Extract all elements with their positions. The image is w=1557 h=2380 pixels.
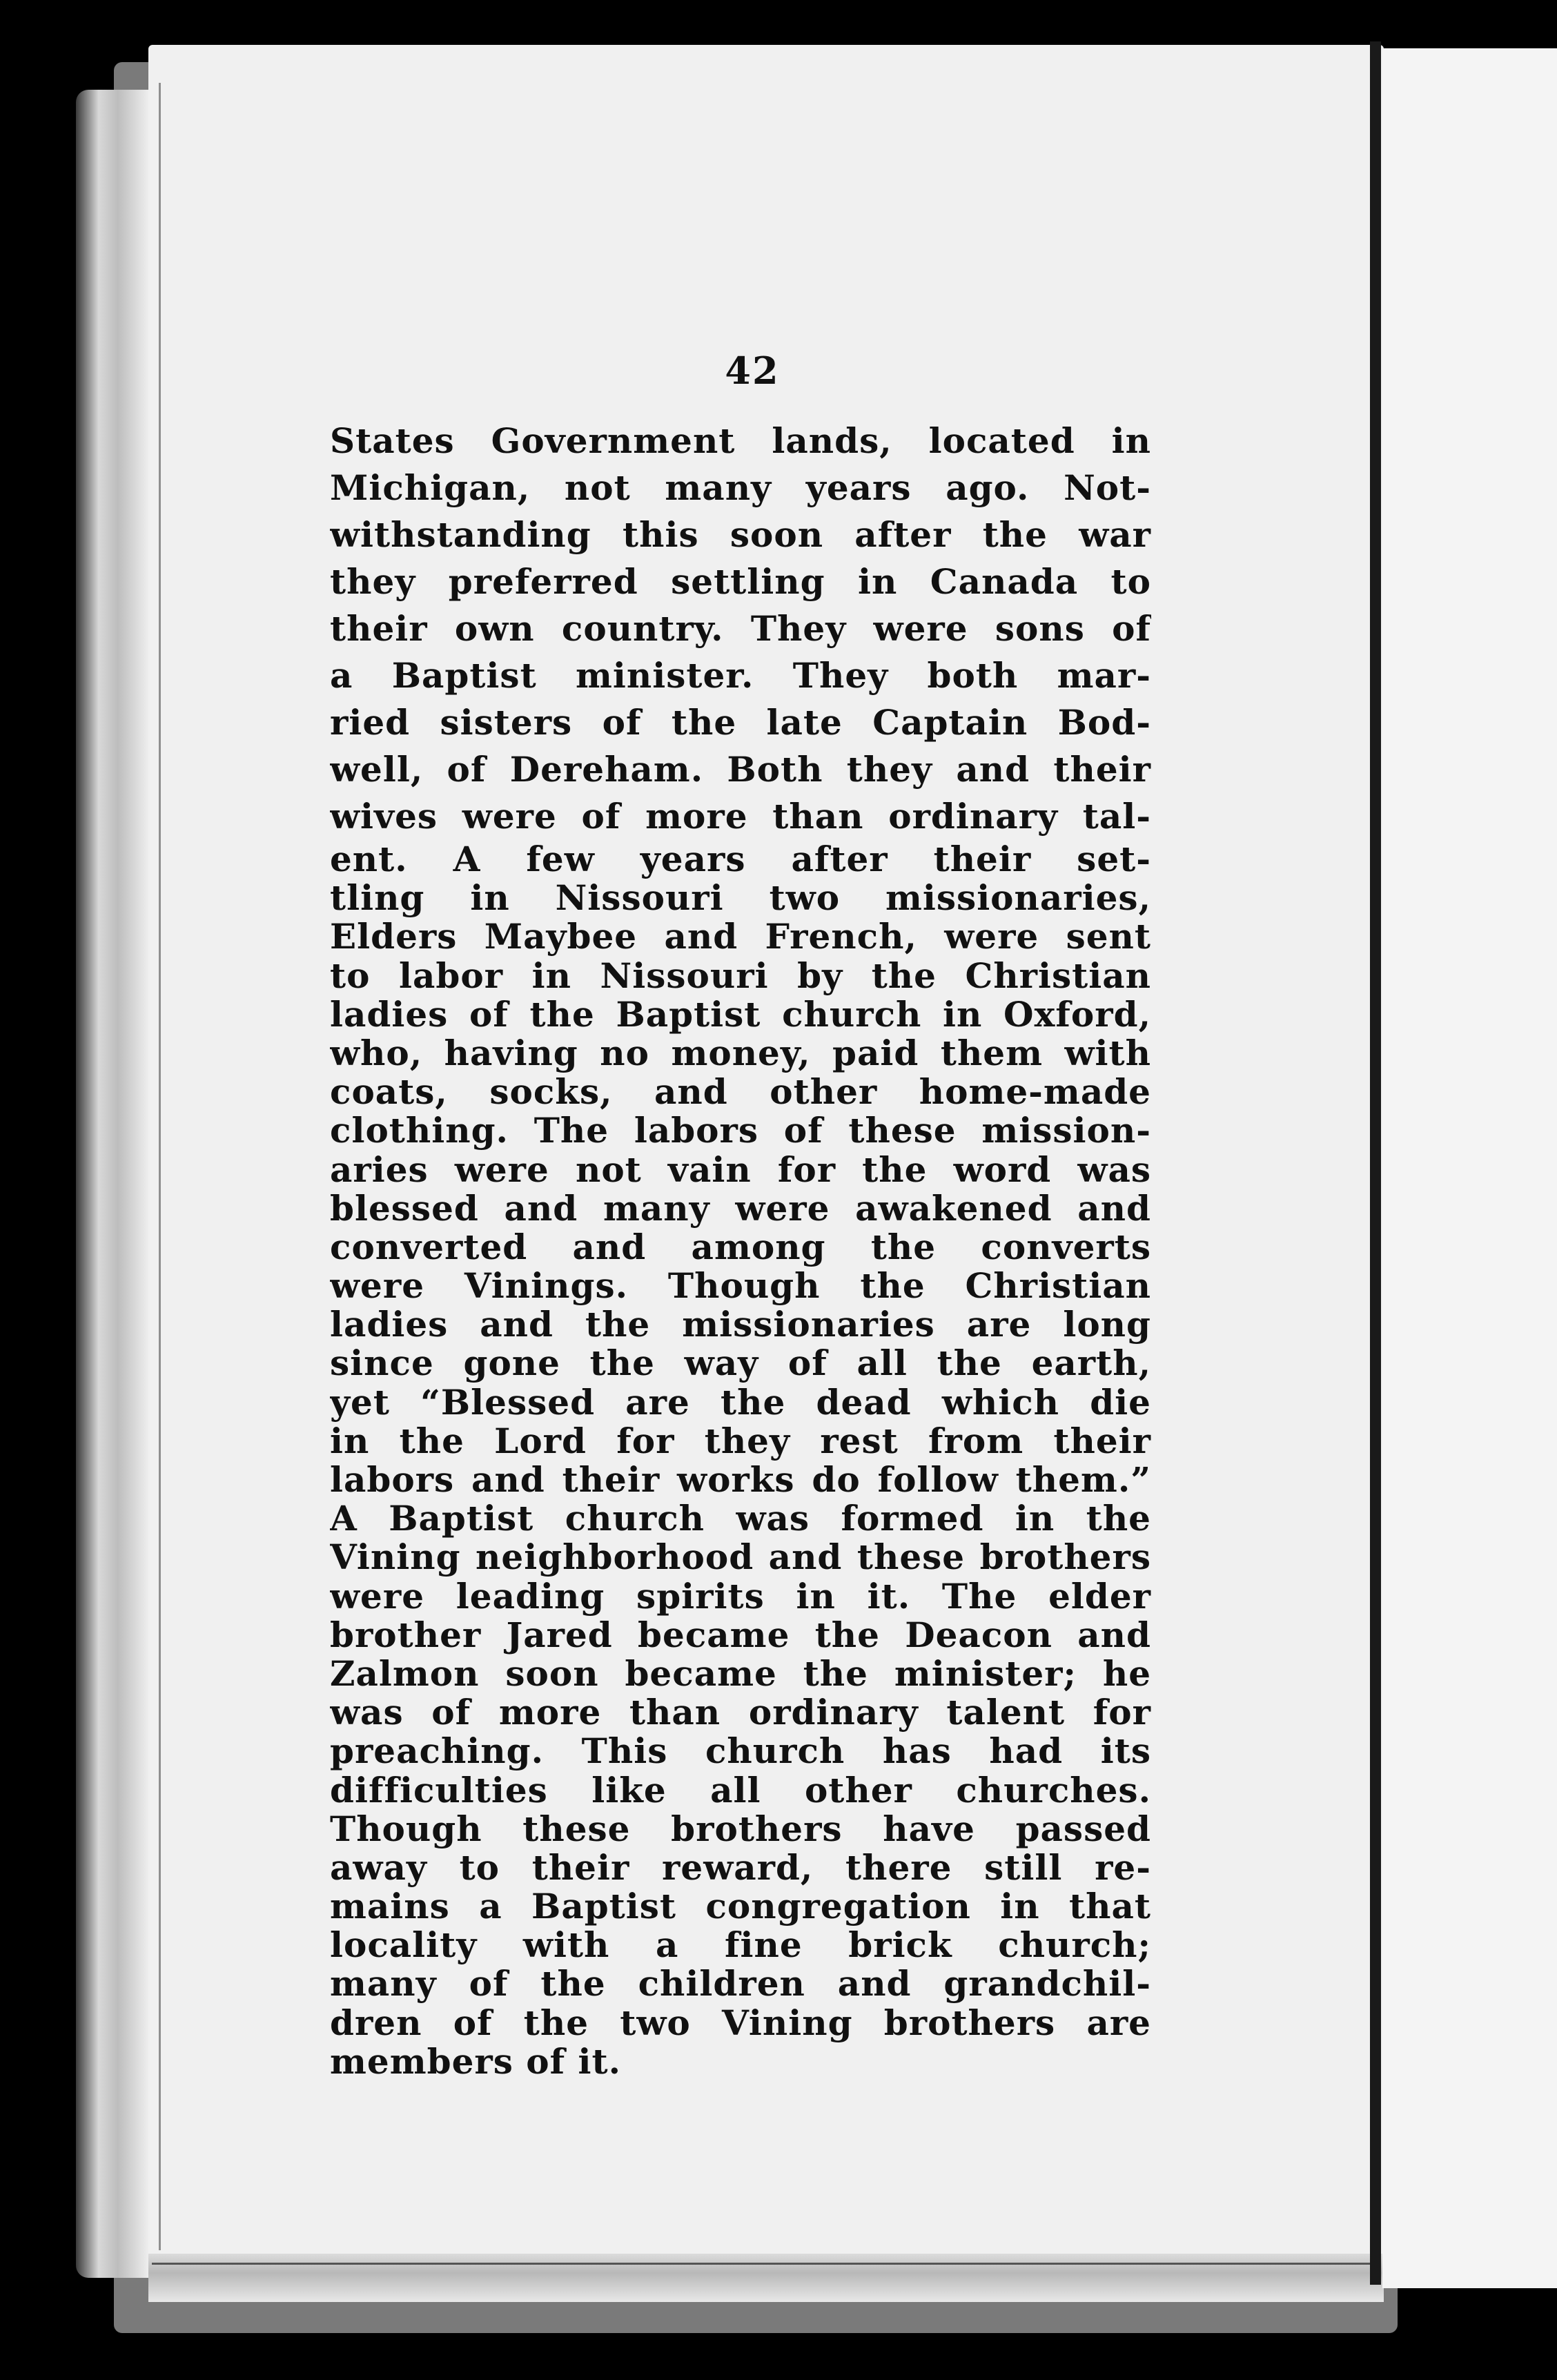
text-line: coats, socks, and other home-made: [330, 1073, 1151, 1112]
text-line: ladies and the missionaries are long: [330, 1305, 1151, 1345]
text-line: away to their reward, there still re-: [330, 1848, 1151, 1888]
text-line: many of the children and grandchil-: [330, 1964, 1151, 2004]
text-line: ried sisters of the late Captain Bod-: [330, 702, 1151, 743]
text-line: ladies of the Baptist church in Oxford,: [330, 995, 1151, 1034]
text-line: Michigan, not many years ago. Not-: [330, 467, 1151, 508]
text-line: aries were not vain for the word was: [330, 1150, 1151, 1189]
book-binding: [1370, 41, 1381, 2285]
text-line: Zalmon soon became the minister; he: [330, 1654, 1151, 1694]
text-line: their own country. They were sons of: [330, 608, 1151, 649]
text-line: brother Jared became the Deacon and: [330, 1615, 1151, 1655]
page-bottom-edge: [148, 2254, 1384, 2302]
text-line: tling in Nissouri two missionaries,: [330, 879, 1151, 918]
text-line: was of more than ordinary talent for: [330, 1693, 1151, 1733]
text-line: a Baptist minister. They both mar-: [330, 655, 1151, 696]
text-line: withstanding this soon after the war: [330, 514, 1151, 555]
text-line: Elders Maybee and French, were sent: [330, 917, 1151, 957]
text-line: ent. A few years after their set-: [330, 840, 1151, 879]
text-line: members of it.: [330, 2042, 622, 2081]
text-line: since gone the way of all the earth,: [330, 1344, 1151, 1383]
text-line: A Baptist church was formed in the: [330, 1499, 1151, 1539]
text-line: yet “Blessed are the dead which die: [330, 1383, 1151, 1422]
text-line: mains a Baptist congregation in that: [330, 1887, 1151, 1927]
text-line: were Vinings. Though the Christian: [330, 1267, 1151, 1306]
text-line: Vining neighborhood and these brothers: [330, 1538, 1151, 1577]
text-line: they preferred settling in Canada to: [330, 561, 1151, 602]
text-line: clothing. The labors of these mission-: [330, 1111, 1151, 1151]
text-line: dren of the two Vining brothers are: [330, 2003, 1151, 2042]
text-line: difficulties like all other churches.: [330, 1771, 1151, 1810]
text-line: to labor in Nissouri by the Christian: [330, 956, 1151, 995]
page-side-rule: [159, 83, 161, 2250]
text-line: were leading spirits in it. The elder: [330, 1577, 1151, 1616]
text-line: blessed and many were awakened and: [330, 1189, 1151, 1228]
text-line: States Government lands, located in: [330, 420, 1151, 461]
text-line: labors and their works do follow them.”: [330, 1461, 1151, 1500]
text-line: Though these brothers have passed: [330, 1809, 1151, 1849]
page-bottom-rule: [152, 2263, 1373, 2265]
text-line: who, having no money, paid them with: [330, 1033, 1151, 1073]
text-line: converted and among the converts: [330, 1227, 1151, 1267]
text-line: locality with a fine brick church;: [330, 1926, 1151, 1965]
text-line: well, of Dereham. Both they and their: [330, 749, 1151, 790]
body-text: [330, 418, 1151, 2081]
book-edge: [76, 90, 152, 2278]
facing-page: [1382, 48, 1557, 2288]
page-number: 42: [725, 349, 780, 393]
text-line: in the Lord for they rest from their: [330, 1421, 1151, 1461]
text-line: preaching. This church has had its: [330, 1732, 1151, 1771]
text-line: wives were of more than ordinary tal-: [330, 796, 1151, 837]
